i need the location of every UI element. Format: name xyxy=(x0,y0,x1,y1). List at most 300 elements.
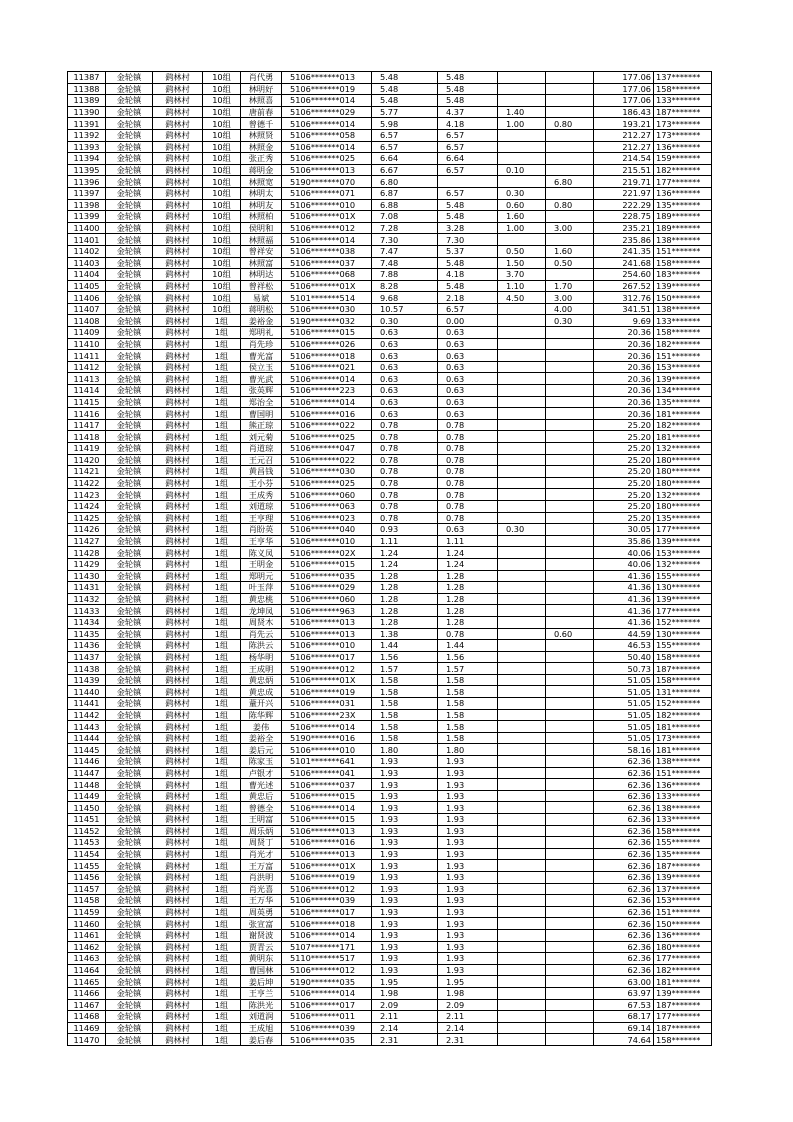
cell-name: 熊正琼 xyxy=(241,419,282,431)
cell-phone: 151******* xyxy=(654,906,712,918)
table-row xyxy=(68,814,712,826)
cell-area-a: 4.18 xyxy=(438,118,498,130)
cell-id-number: 5106*******010 xyxy=(282,744,372,756)
cell-area-a: 1.28 xyxy=(438,616,498,628)
cell-name: 陈义凤 xyxy=(241,547,282,559)
cell-village: 鹞林村 xyxy=(153,929,203,941)
cell-group: 1组 xyxy=(203,1022,241,1034)
cell-row-number: 11422 xyxy=(68,477,106,489)
cell-town: 金轮镇 xyxy=(106,686,153,698)
cell-area-a: 1.93 xyxy=(438,871,498,883)
cell-area-b xyxy=(498,721,546,733)
cell-town: 金轮镇 xyxy=(106,280,153,292)
cell-area-b xyxy=(498,1034,546,1046)
cell-id-number: 5106*******017 xyxy=(282,999,372,1011)
cell-name: 曹光武 xyxy=(241,373,282,385)
cell-id-number: 5106*******014 xyxy=(282,802,372,814)
cell-village: 鹞林村 xyxy=(153,570,203,582)
cell-group: 10组 xyxy=(203,199,241,211)
cell-area-c xyxy=(546,141,594,153)
cell-town: 金轮镇 xyxy=(106,95,153,107)
cell-town: 金轮镇 xyxy=(106,257,153,269)
cell-row-number: 11452 xyxy=(68,825,106,837)
cell-row-number: 11419 xyxy=(68,443,106,455)
cell-total-area: 0.63 xyxy=(372,396,438,408)
cell-row-number: 11451 xyxy=(68,814,106,826)
table-row xyxy=(68,709,712,721)
cell-group: 1组 xyxy=(203,350,241,362)
cell-town: 金轮镇 xyxy=(106,1022,153,1034)
cell-phone: 155******* xyxy=(654,570,712,582)
cell-amount: 228.75 xyxy=(594,211,654,223)
cell-amount: 35.86 xyxy=(594,535,654,547)
cell-id-number: 5106*******011 xyxy=(282,1011,372,1023)
cell-total-area: 0.78 xyxy=(372,500,438,512)
cell-phone: 130******* xyxy=(654,628,712,640)
cell-name: 林明达 xyxy=(241,269,282,281)
cell-total-area: 1.58 xyxy=(372,674,438,686)
cell-area-c xyxy=(546,512,594,524)
cell-area-b xyxy=(498,454,546,466)
cell-group: 10组 xyxy=(203,176,241,188)
cell-name: 王亨华 xyxy=(241,535,282,547)
cell-area-b xyxy=(498,385,546,397)
cell-area-c xyxy=(546,941,594,953)
cell-name: 林照喜 xyxy=(241,95,282,107)
cell-row-number: 11421 xyxy=(68,466,106,478)
table-row xyxy=(68,906,712,918)
cell-total-area: 1.93 xyxy=(372,756,438,768)
cell-id-number: 5190*******012 xyxy=(282,663,372,675)
cell-row-number: 11423 xyxy=(68,489,106,501)
cell-row-number: 11457 xyxy=(68,883,106,895)
cell-amount: 221.97 xyxy=(594,187,654,199)
cell-name: 肖代勇 xyxy=(241,72,282,84)
cell-area-a: 0.78 xyxy=(438,489,498,501)
cell-area-b xyxy=(498,443,546,455)
cell-town: 金轮镇 xyxy=(106,616,153,628)
cell-area-b xyxy=(498,883,546,895)
cell-area-a: 1.24 xyxy=(438,547,498,559)
cell-total-area: 0.63 xyxy=(372,385,438,397)
cell-amount: 62.36 xyxy=(594,802,654,814)
table-row xyxy=(68,234,712,246)
cell-total-area: 1.93 xyxy=(372,790,438,802)
cell-town: 金轮镇 xyxy=(106,1034,153,1046)
cell-name: 王万富 xyxy=(241,860,282,872)
cell-id-number: 5190*******016 xyxy=(282,732,372,744)
cell-village: 鹞林村 xyxy=(153,338,203,350)
cell-total-area: 6.67 xyxy=(372,164,438,176)
cell-area-c xyxy=(546,825,594,837)
cell-total-area: 1.93 xyxy=(372,848,438,860)
table-row xyxy=(68,976,712,988)
cell-town: 金轮镇 xyxy=(106,709,153,721)
cell-row-number: 11417 xyxy=(68,419,106,431)
cell-id-number: 5106*******01X xyxy=(282,211,372,223)
cell-name: 蒋明松 xyxy=(241,303,282,315)
cell-town: 金轮镇 xyxy=(106,605,153,617)
cell-amount: 63.97 xyxy=(594,987,654,999)
cell-amount: 20.36 xyxy=(594,338,654,350)
table-row xyxy=(68,883,712,895)
cell-row-number: 11390 xyxy=(68,106,106,118)
cell-area-a: 1.93 xyxy=(438,964,498,976)
cell-village: 鹞林村 xyxy=(153,419,203,431)
cell-row-number: 11404 xyxy=(68,269,106,281)
cell-area-c xyxy=(546,269,594,281)
cell-town: 金轮镇 xyxy=(106,245,153,257)
cell-phone: 135******* xyxy=(654,396,712,408)
cell-group: 10组 xyxy=(203,106,241,118)
cell-area-c xyxy=(546,663,594,675)
cell-name: 侯明和 xyxy=(241,222,282,234)
table-row xyxy=(68,338,712,350)
cell-id-number: 5106*******010 xyxy=(282,535,372,547)
cell-amount: 30.05 xyxy=(594,524,654,536)
cell-name: 刘元菊 xyxy=(241,431,282,443)
table-row xyxy=(68,315,712,327)
cell-area-b: 0.50 xyxy=(498,245,546,257)
cell-id-number: 5106*******031 xyxy=(282,698,372,710)
cell-id-number: 5106*******010 xyxy=(282,640,372,652)
table-row xyxy=(68,454,712,466)
cell-village: 鹞林村 xyxy=(153,466,203,478)
table-row xyxy=(68,941,712,953)
cell-group: 1组 xyxy=(203,605,241,617)
cell-row-number: 11394 xyxy=(68,153,106,165)
cell-area-b xyxy=(498,408,546,420)
cell-name: 谢贤波 xyxy=(241,929,282,941)
cell-phone: 139******* xyxy=(654,871,712,883)
cell-area-b xyxy=(498,698,546,710)
cell-name: 林照福 xyxy=(241,234,282,246)
cell-area-c xyxy=(546,732,594,744)
table-row xyxy=(68,327,712,339)
cell-phone: 130******* xyxy=(654,582,712,594)
cell-village: 鹞林村 xyxy=(153,779,203,791)
cell-id-number: 5106*******014 xyxy=(282,987,372,999)
cell-town: 金轮镇 xyxy=(106,721,153,733)
cell-village: 鹞林村 xyxy=(153,871,203,883)
cell-area-a: 1.98 xyxy=(438,987,498,999)
cell-row-number: 11453 xyxy=(68,837,106,849)
cell-row-number: 11392 xyxy=(68,129,106,141)
cell-town: 金轮镇 xyxy=(106,906,153,918)
table-row xyxy=(68,651,712,663)
cell-town: 金轮镇 xyxy=(106,535,153,547)
table-row xyxy=(68,153,712,165)
cell-row-number: 11438 xyxy=(68,663,106,675)
cell-name: 黄忠成 xyxy=(241,686,282,698)
cell-group: 10组 xyxy=(203,245,241,257)
cell-amount: 51.05 xyxy=(594,674,654,686)
cell-name: 王万华 xyxy=(241,895,282,907)
cell-row-number: 11400 xyxy=(68,222,106,234)
cell-row-number: 11425 xyxy=(68,512,106,524)
cell-amount: 62.36 xyxy=(594,837,654,849)
cell-total-area: 6.64 xyxy=(372,153,438,165)
cell-area-b xyxy=(498,558,546,570)
cell-name: 王小芬 xyxy=(241,477,282,489)
table-row xyxy=(68,663,712,675)
cell-phone: 132******* xyxy=(654,443,712,455)
cell-area-a: 5.48 xyxy=(438,280,498,292)
cell-village: 鹞林村 xyxy=(153,280,203,292)
cell-area-c xyxy=(546,605,594,617)
cell-total-area: 9.68 xyxy=(372,292,438,304)
cell-area-b xyxy=(498,929,546,941)
cell-phone: 187******* xyxy=(654,860,712,872)
cell-total-area: 1.93 xyxy=(372,895,438,907)
table-row xyxy=(68,141,712,153)
table-row xyxy=(68,396,712,408)
cell-area-b xyxy=(498,790,546,802)
cell-name: 肖盼英 xyxy=(241,524,282,536)
cell-id-number: 5106*******013 xyxy=(282,616,372,628)
table-row xyxy=(68,199,712,211)
cell-amount: 62.36 xyxy=(594,895,654,907)
cell-row-number: 11433 xyxy=(68,605,106,617)
table-row xyxy=(68,895,712,907)
cell-group: 10组 xyxy=(203,280,241,292)
cell-area-b xyxy=(498,848,546,860)
cell-id-number: 5106*******029 xyxy=(282,582,372,594)
cell-area-b xyxy=(498,512,546,524)
cell-row-number: 11428 xyxy=(68,547,106,559)
cell-area-b xyxy=(498,315,546,327)
cell-row-number: 11413 xyxy=(68,373,106,385)
cell-row-number: 11403 xyxy=(68,257,106,269)
cell-town: 金轮镇 xyxy=(106,106,153,118)
cell-phone: 180******* xyxy=(654,941,712,953)
cell-id-number: 5106*******047 xyxy=(282,443,372,455)
cell-area-b: 0.30 xyxy=(498,187,546,199)
cell-group: 1组 xyxy=(203,593,241,605)
cell-group: 1组 xyxy=(203,408,241,420)
cell-group: 10组 xyxy=(203,129,241,141)
cell-area-c xyxy=(546,964,594,976)
cell-village: 鹞林村 xyxy=(153,176,203,188)
cell-total-area: 0.78 xyxy=(372,431,438,443)
cell-id-number: 5106*******014 xyxy=(282,118,372,130)
cell-area-b: 0.30 xyxy=(498,524,546,536)
cell-area-a: 1.57 xyxy=(438,663,498,675)
table-body xyxy=(68,72,712,1046)
cell-town: 金轮镇 xyxy=(106,837,153,849)
cell-village: 鹞林村 xyxy=(153,837,203,849)
cell-area-a: 3.28 xyxy=(438,222,498,234)
cell-area-b xyxy=(498,825,546,837)
cell-town: 金轮镇 xyxy=(106,373,153,385)
cell-group: 10组 xyxy=(203,141,241,153)
cell-area-b xyxy=(498,767,546,779)
table-row xyxy=(68,350,712,362)
cell-row-number: 11416 xyxy=(68,408,106,420)
table-row xyxy=(68,860,712,872)
cell-name: 周英勇 xyxy=(241,906,282,918)
cell-name: 黄忠炳 xyxy=(241,674,282,686)
cell-total-area: 1.93 xyxy=(372,883,438,895)
cell-area-b xyxy=(498,605,546,617)
cell-area-c xyxy=(546,906,594,918)
cell-total-area: 6.57 xyxy=(372,129,438,141)
cell-total-area: 1.58 xyxy=(372,732,438,744)
cell-town: 金轮镇 xyxy=(106,454,153,466)
cell-amount: 62.36 xyxy=(594,871,654,883)
cell-town: 金轮镇 xyxy=(106,698,153,710)
cell-name: 姜裕金 xyxy=(241,315,282,327)
cell-phone: 155******* xyxy=(654,837,712,849)
cell-amount: 62.36 xyxy=(594,860,654,872)
cell-row-number: 11441 xyxy=(68,698,106,710)
cell-area-a: 1.11 xyxy=(438,535,498,547)
cell-phone: 136******* xyxy=(654,187,712,199)
cell-area-b xyxy=(498,732,546,744)
cell-name: 姜后元 xyxy=(241,744,282,756)
cell-group: 10组 xyxy=(203,303,241,315)
cell-total-area: 1.44 xyxy=(372,640,438,652)
cell-id-number: 5106*******060 xyxy=(282,489,372,501)
cell-area-b xyxy=(498,837,546,849)
cell-area-a: 5.48 xyxy=(438,211,498,223)
cell-total-area: 0.78 xyxy=(372,443,438,455)
cell-total-area: 1.93 xyxy=(372,929,438,941)
cell-area-a: 5.48 xyxy=(438,257,498,269)
cell-area-a: 0.63 xyxy=(438,385,498,397)
cell-id-number: 5106*******025 xyxy=(282,477,372,489)
cell-town: 金轮镇 xyxy=(106,419,153,431)
cell-phone: 136******* xyxy=(654,929,712,941)
cell-village: 鹞林村 xyxy=(153,1034,203,1046)
cell-area-a: 5.37 xyxy=(438,245,498,257)
cell-town: 金轮镇 xyxy=(106,396,153,408)
cell-id-number: 5101*******641 xyxy=(282,756,372,768)
cell-total-area: 1.58 xyxy=(372,709,438,721)
cell-village: 鹞林村 xyxy=(153,303,203,315)
cell-total-area: 7.47 xyxy=(372,245,438,257)
cell-area-c: 0.80 xyxy=(546,118,594,130)
cell-group: 1组 xyxy=(203,570,241,582)
cell-area-a: 1.24 xyxy=(438,558,498,570)
cell-row-number: 11387 xyxy=(68,72,106,84)
cell-group: 1组 xyxy=(203,373,241,385)
cell-village: 鹞林村 xyxy=(153,674,203,686)
cell-total-area: 1.56 xyxy=(372,651,438,663)
cell-area-a: 1.95 xyxy=(438,976,498,988)
cell-town: 金轮镇 xyxy=(106,292,153,304)
cell-area-c: 1.70 xyxy=(546,280,594,292)
cell-row-number: 11410 xyxy=(68,338,106,350)
cell-name: 蕫开兴 xyxy=(241,698,282,710)
cell-area-a: 0.63 xyxy=(438,361,498,373)
cell-row-number: 11460 xyxy=(68,918,106,930)
cell-area-c xyxy=(546,802,594,814)
table-row xyxy=(68,222,712,234)
cell-area-a: 6.57 xyxy=(438,303,498,315)
table-row xyxy=(68,871,712,883)
cell-phone: 177******* xyxy=(654,176,712,188)
cell-area-a: 0.63 xyxy=(438,524,498,536)
cell-village: 鹞林村 xyxy=(153,153,203,165)
cell-area-c xyxy=(546,72,594,84)
cell-total-area: 0.30 xyxy=(372,315,438,327)
cell-town: 金轮镇 xyxy=(106,814,153,826)
cell-row-number: 11397 xyxy=(68,187,106,199)
cell-row-number: 11455 xyxy=(68,860,106,872)
cell-area-b xyxy=(498,327,546,339)
cell-area-b xyxy=(498,338,546,350)
cell-area-b xyxy=(498,570,546,582)
cell-area-b xyxy=(498,953,546,965)
cell-village: 鹞林村 xyxy=(153,999,203,1011)
cell-amount: 235.86 xyxy=(594,234,654,246)
cell-group: 1组 xyxy=(203,802,241,814)
cell-phone: 131******* xyxy=(654,686,712,698)
cell-name: 陈洪光 xyxy=(241,999,282,1011)
cell-phone: 132******* xyxy=(654,489,712,501)
cell-area-a: 0.78 xyxy=(438,431,498,443)
cell-id-number: 5106*******068 xyxy=(282,269,372,281)
cell-village: 鹞林村 xyxy=(153,443,203,455)
cell-town: 金轮镇 xyxy=(106,1011,153,1023)
cell-phone: 138******* xyxy=(654,303,712,315)
cell-area-c xyxy=(546,790,594,802)
cell-village: 鹞林村 xyxy=(153,477,203,489)
cell-total-area: 0.63 xyxy=(372,350,438,362)
table-row xyxy=(68,929,712,941)
cell-name: 曾祥松 xyxy=(241,280,282,292)
cell-amount: 50.73 xyxy=(594,663,654,675)
cell-row-number: 11461 xyxy=(68,929,106,941)
cell-phone: 187******* xyxy=(654,663,712,675)
cell-phone: 151******* xyxy=(654,245,712,257)
cell-area-b xyxy=(498,419,546,431)
cell-area-c xyxy=(546,582,594,594)
cell-row-number: 11442 xyxy=(68,709,106,721)
cell-phone: 181******* xyxy=(654,431,712,443)
cell-total-area: 5.98 xyxy=(372,118,438,130)
table-row xyxy=(68,466,712,478)
cell-total-area: 1.93 xyxy=(372,860,438,872)
cell-total-area: 6.80 xyxy=(372,176,438,188)
cell-id-number: 5106*******022 xyxy=(282,454,372,466)
cell-id-number: 5106*******015 xyxy=(282,558,372,570)
cell-group: 1组 xyxy=(203,385,241,397)
cell-area-a xyxy=(438,176,498,188)
cell-phone: 182******* xyxy=(654,338,712,350)
cell-area-b xyxy=(498,593,546,605)
cell-area-c xyxy=(546,883,594,895)
cell-group: 1组 xyxy=(203,338,241,350)
cell-row-number: 11415 xyxy=(68,396,106,408)
cell-area-a: 5.48 xyxy=(438,83,498,95)
cell-id-number: 5106*******013 xyxy=(282,72,372,84)
cell-village: 鹞林村 xyxy=(153,129,203,141)
cell-group: 1组 xyxy=(203,315,241,327)
cell-area-a: 0.63 xyxy=(438,396,498,408)
cell-total-area: 1.93 xyxy=(372,814,438,826)
cell-row-number: 11398 xyxy=(68,199,106,211)
cell-phone: 132******* xyxy=(654,558,712,570)
table-row xyxy=(68,524,712,536)
cell-id-number: 5106*******037 xyxy=(282,257,372,269)
cell-village: 鹞林村 xyxy=(153,222,203,234)
cell-area-a: 2.14 xyxy=(438,1022,498,1034)
cell-amount: 177.06 xyxy=(594,83,654,95)
cell-name: 林照宽 xyxy=(241,176,282,188)
cell-id-number: 5106*******01X xyxy=(282,674,372,686)
